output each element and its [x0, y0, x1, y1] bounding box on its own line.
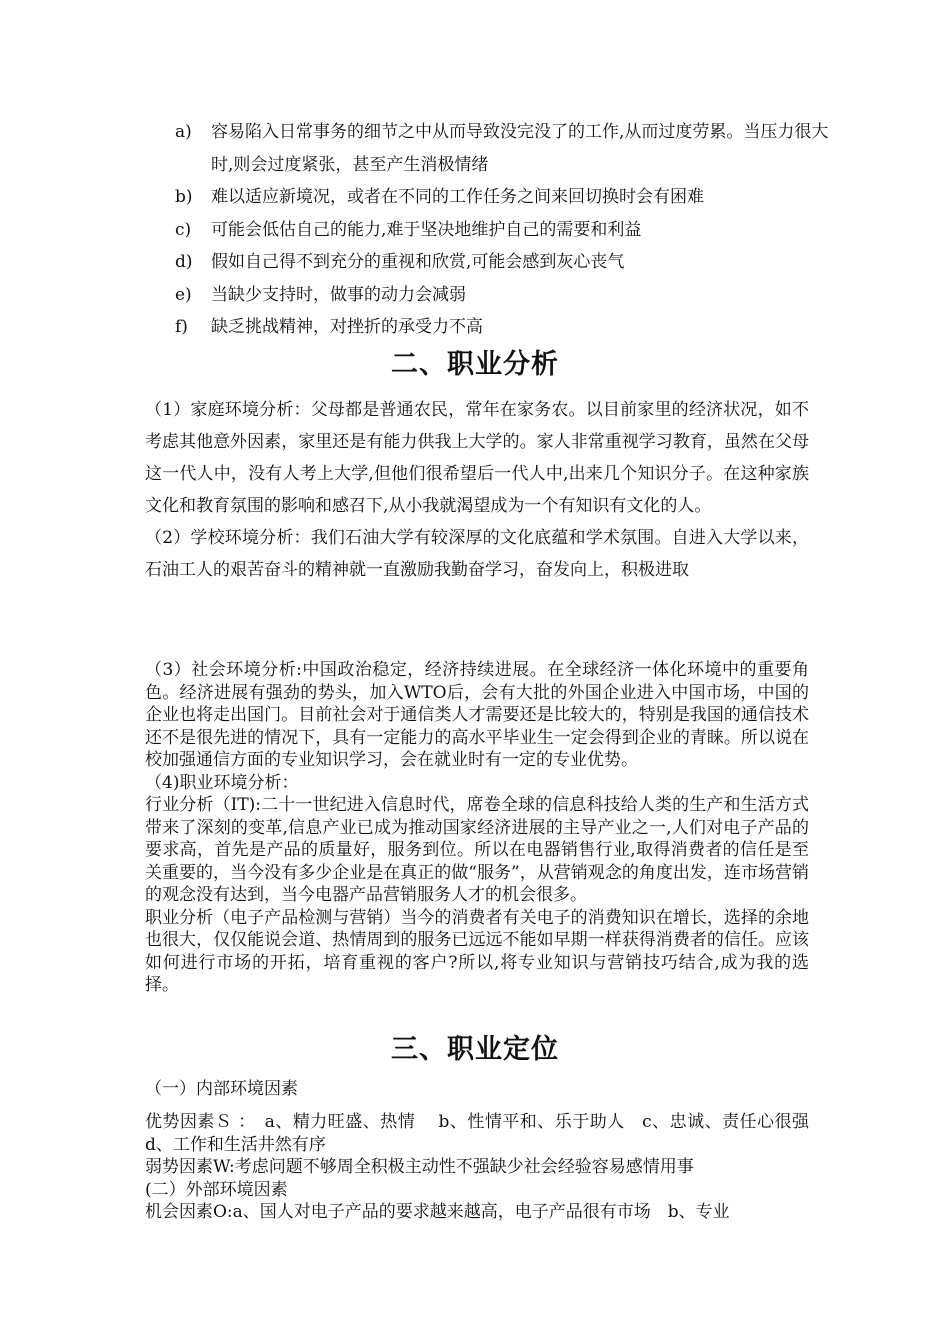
list-marker: e): [175, 284, 192, 305]
list-item-text: 可能会低估自己的能力,难于坚决地维护自己的需要和利益: [211, 219, 642, 240]
list-item: [175, 214, 835, 247]
list-item-text: 假如自己得不到充分的重视和欣赏,可能会感到灰心丧气: [211, 252, 625, 272]
list-item-text: 难以适应新境况，或者在不同的工作任务之间来回切换时会有困难: [211, 187, 704, 207]
list-item: [175, 181, 835, 214]
opportunities-paragraph: 机会因素O:a、国人对电子产品的要求越来越高，电子产品很有市场 b、专业: [145, 1202, 730, 1222]
section-heading-career-analysis: 二、职业分析: [391, 349, 559, 380]
environment-analysis-dense: [145, 659, 809, 997]
industry-analysis-paragraph: 行业分析（IT):二十一世纪进入信息时代，席卷全球的信息科技给人类的生产和生活方式带来了深刻的变革,信息产业已成为推动国家经济进展的主导产业之一,人们对电子产品的要求高，首先是产品的质量好，服务到位。所以在电器销售行业,取得消费者的信任是至关重要的，当今没有多少企业是在真正的做“服务”，从营销观念的角度出发，连市场营销的观念没有达到，当今电器产品营销服务人才的机会很多。: [145, 795, 809, 905]
school-environment-paragraph: （2）学校环境分析：我们石油大学有较深厚的文化底蕴和学术氛围。自进入大学以来，石油工人的艰苦奋斗的精神就一直激励我勤奋学习，奋发向上，积极进取: [145, 528, 809, 580]
internal-environment-heading: （一）内部环境因素: [145, 1079, 298, 1099]
list-item: [175, 246, 835, 279]
list-marker: a): [175, 122, 192, 142]
list-item: [175, 116, 835, 181]
career-environment-heading: （4)职业环境分析：: [145, 772, 299, 793]
weakness-list: [175, 116, 835, 344]
environment-analysis-loose: [145, 394, 809, 586]
list-item-text: 缺乏挑战精神，对挫折的承受力不高: [211, 317, 483, 337]
external-environment-heading: (二）外部环境因素: [145, 1179, 288, 1200]
list-marker: f): [175, 317, 188, 337]
social-environment-paragraph: （3）社会环境分析:中国政治稳定，经济持续进展。在全球经济一体化环境中的重要角色。经济进展有强劲的势头，加入WTO后，会有大批的外国企业进入中国市场，中国的企业也将走出国门。目前社会对于通信类人才需要还是比较大的，特别是我国的通信技术还不是很先进的情况下，具有一定能力的高水平毕业生一定会得到企业的青睐。所以说在校加强通信方面的专业知识学习，会在就业时有一定的专业优势。: [145, 660, 809, 770]
family-environment-paragraph: （1）家庭环境分析：父母都是普通农民，常年在家务农。以目前家里的经济状况，如不考虑其他意外因素，家里还是有能力供我上大学的。家人非常重视学习教育，虽然在父母这一代人中，没有人考上大学,但他们很希望后一代人中,出来几个知识分子。在这种家族文化和教育氛围的影响和感召下,从小我就渴望成为一个有知识有文化的人。: [145, 400, 809, 516]
strengths-paragraph: 优势因素Ｓ ： a、精力旺盛、热情 b、性情平和、乐于助人 c、忠诚、责任心很强 d、工作和生活井然有序: [145, 1112, 826, 1155]
list-item-text: 容易陷入日常事务的细节之中从而导致没完没了的工作,从而过度劳累。当压力很大时,则会过度紧张，甚至产生消极情绪: [211, 122, 829, 175]
list-marker: d): [175, 252, 193, 272]
career-analysis-paragraph: 职业分析（电子产品检测与营销）当今的消费者有关电子的消费知识在增长，选择的余地也很大，仅仅能说会道、热情周到的服务已远远不能如早期一样获得消费者的信任。应该如何进行市场的开拓，培育重视的客户?所以,将专业知识与营销技巧结合,成为我的选择。: [145, 907, 809, 995]
weaknesses-paragraph: 弱势因素W:考虑问题不够周全积极主动性不强缺少社会经验容易感情用事: [145, 1157, 694, 1177]
list-marker: c): [175, 219, 192, 240]
swot-block: [145, 1111, 826, 1224]
list-item: [175, 279, 835, 312]
list-item-text: 当缺少支持时，做事的动力会减弱: [211, 284, 466, 305]
section-heading-career-positioning: 三、职业定位: [391, 1034, 559, 1065]
list-marker: b): [175, 187, 193, 207]
list-item: [175, 311, 835, 344]
